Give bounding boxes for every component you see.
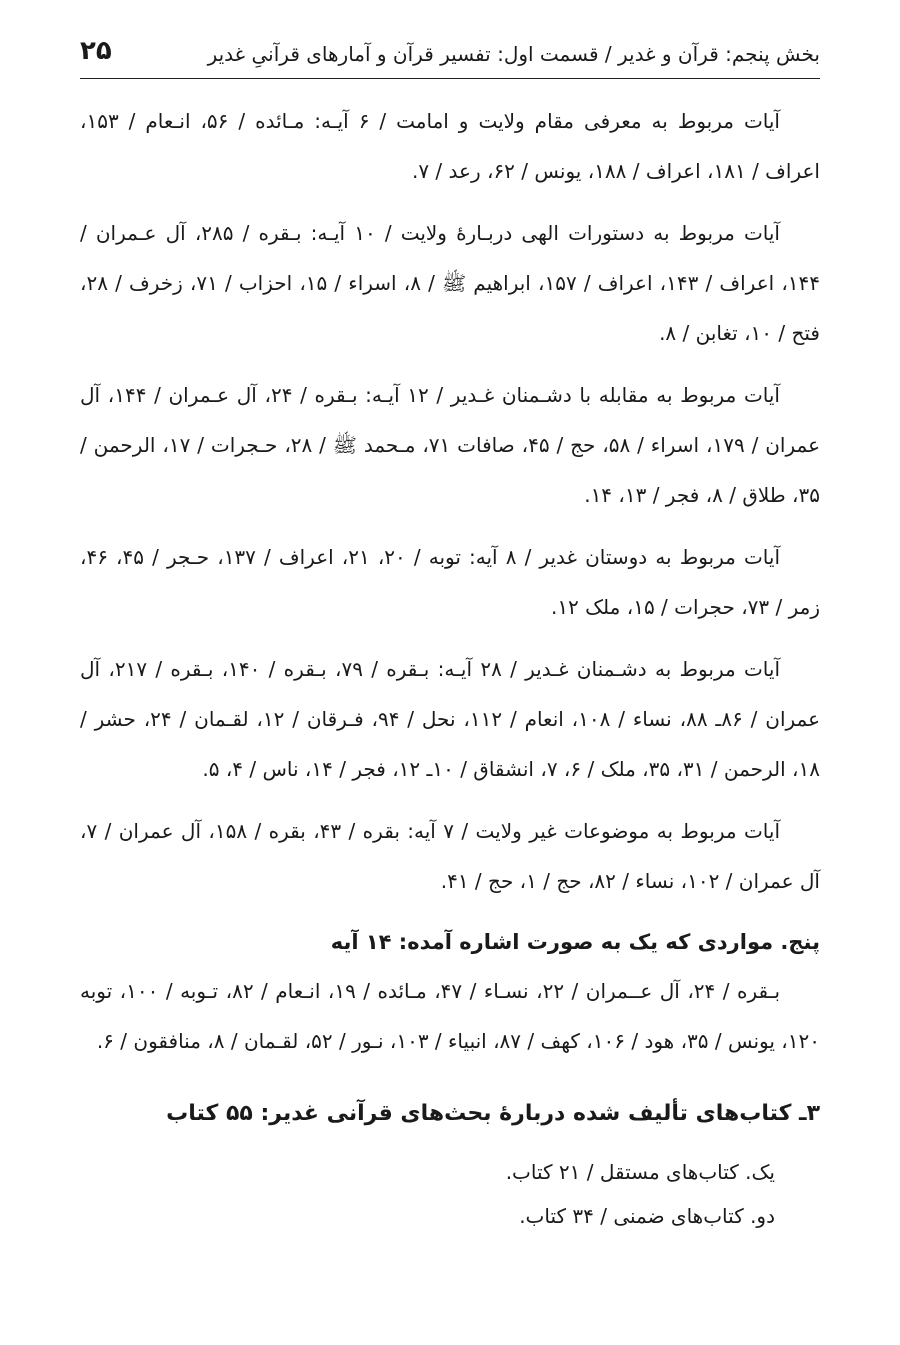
running-title: بخش پنجم: قرآن و غدیر / قسمت اول: تفسیر قرآن و آمارهای قرآنیِ غدیر <box>207 42 820 66</box>
paragraph-confronting-enemies: آیات مربوط به مقابله با دشـمنان غـدیر / ۱۲ آیـه: بـقره / ۲۴، آل عـمران / ۱۴۴، آل عمران / ۱۷۹، اسراء / ۵۸، حج / ۴۵، صافات ۷۱، مـحمد ﷺ / ۲۸، حـجرات / ۱۷، الرحمن / ۳۵، طلاق / ۸، فجر / ۱۳، ۱۴. <box>80 383 821 507</box>
book-list-item: یک. کتاب‌های مستقل / ۲۱ کتاب. <box>505 1160 775 1184</box>
page-content <box>80 96 820 1238</box>
paragraph-friends-of-ghadir: آیات مربوط به دوستان غدیر / ۸ آیه: توبه / ۲۰، ۲۱، اعراف / ۱۳۷، حـجر / ۴۵، ۴۶، زمر / ۷۳، حجرات / ۱۵، ملک ۱۲. <box>80 545 820 619</box>
section-three-heading: ۳ـ کتاب‌های تألیف شده دربارهٔ بحث‌های قرآنی غدیر: ۵۵ کتاب <box>166 1101 820 1126</box>
paragraph-divine-commands: آیات مربوط به دستورات الهی دربـارهٔ ولایت / ۱۰ آیـه: بـقره / ۲۸۵، آل عـمران / ۱۴۴، اعراف / ۱۴۳، اعراف / ۱۵۷، ابراهیم ﷺ / ۸، اسراء / ۱۵، احزاب / ۷۱، زخرف / ۲۸، فتح / ۱۰، تغابن / ۸. <box>80 221 821 345</box>
page-number: ۲۵ <box>80 36 112 66</box>
section-five-text: بـقره / ۲۴، آل عــمران / ۲۲، نسـاء / ۴۷، مـائده / ۱۹، انـعام / ۸۲، تـوبه / ۱۰۰، توبه ۱۲۰، یونس / ۳۵، هود / ۱۰۶، کهف / ۸۷، انبیاء / ۱۰۳، نـور / ۵۲، لقـمان / ۸، منافقون / ۶. <box>80 979 820 1053</box>
section-five-heading: پنج. مواردی که یک به صورت اشاره آمده: ۱۴ آیه <box>330 930 820 954</box>
page-header <box>80 30 820 79</box>
paragraph-non-wilayah-topics: آیات مربوط به موضوعات غیر ولایت / ۷ آیه: بقره / ۴۳، بقره / ۱۵۸، آل عمران / ۷، آل عمران / ۱۰۲، نساء / ۸۲، حج / ۱، حج / ۴۱. <box>80 819 820 893</box>
book-list-item: دو. کتاب‌های ضمنی / ۳۴ کتاب. <box>519 1204 775 1228</box>
paragraph-wilayah-verses: آیات مربوط به معرفی مقام ولایت و امامت / ۶ آیـه: مـائده / ۵۶، انـعام / ۱۵۳، اعراف / ۱۸۱، اعراف / ۱۸۸، یونس / ۶۲، رعد / ۷. <box>80 109 820 183</box>
paragraph-enemies-of-ghadir: آیات مربوط به دشـمنان غـدیر / ۲۸ آیـه: بـقره / ۷۹، بـقره / ۱۴۰، بـقره / ۲۱۷، آل عمران / ۸۶ـ ۸۸، نساء / ۱۰۸، انعام / ۱۱۲، نحل / ۹۴، فـرقان / ۱۲، لقـمان / ۲۴، حشر / ۱۸، الرحمن / ۳۱، ۳۵، ملک / ۶، ۷، انشقاق / ۱۰ـ ۱۲، فجر / ۱۴، ناس / ۴، ۵. <box>80 657 821 781</box>
